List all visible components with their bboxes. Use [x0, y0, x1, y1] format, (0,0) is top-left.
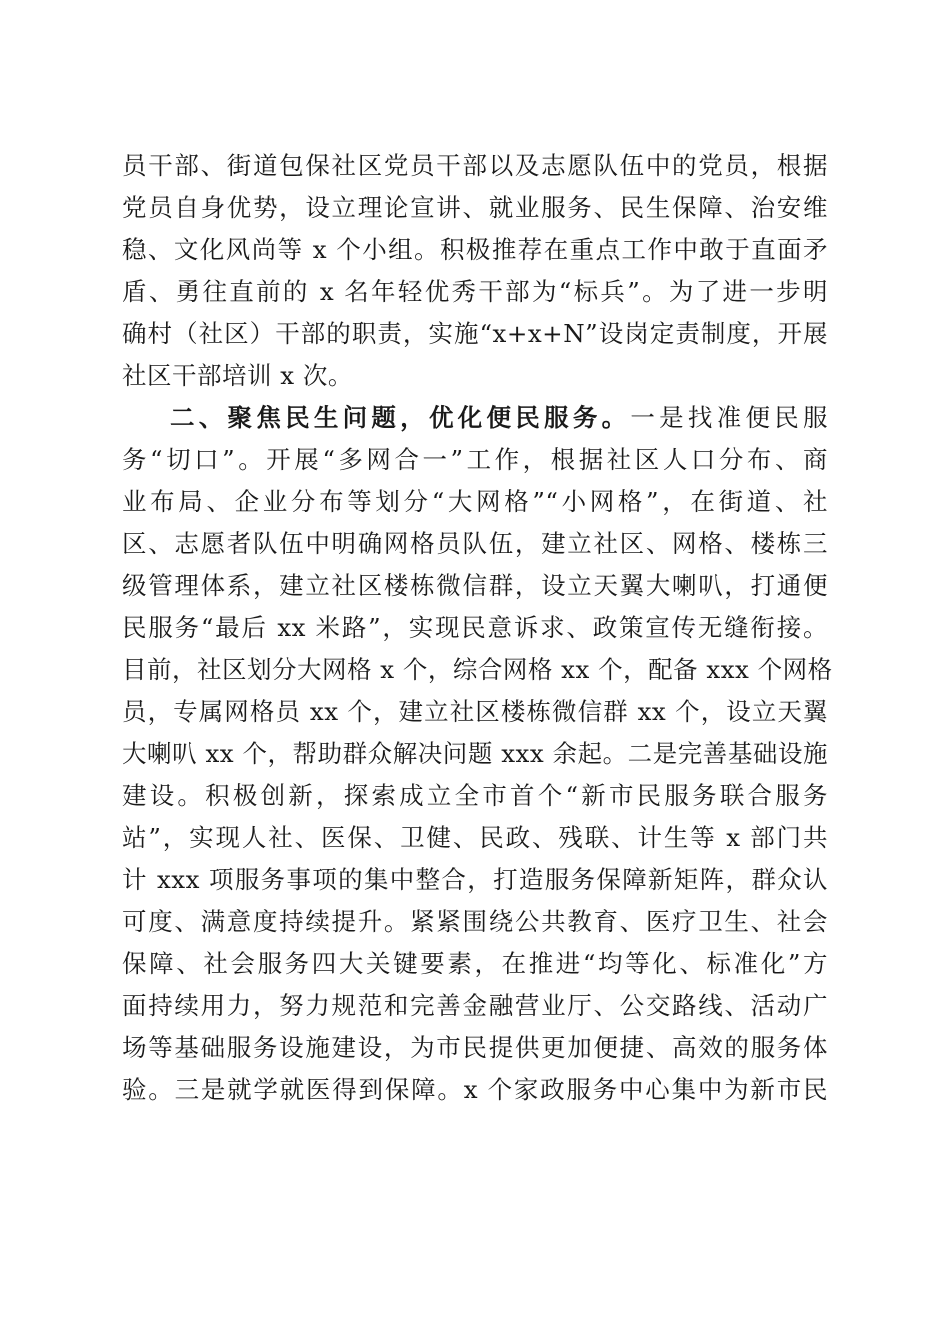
text-line: 社区干部培训 x 次。 [122, 361, 353, 390]
text-line: 员干部、街道包保社区党员干部以及志愿队伍中的党员，根据 [122, 151, 828, 180]
text-line: 面持续用力，努力规范和完善金融营业厅、公交路线、活动广 [122, 991, 828, 1020]
text-line: 务“切口”。开展“多网合一”工作，根据社区人口分布、商 [122, 445, 828, 474]
text-line: 建设。积极创新，探索成立全市首个“新市民服务联合服务 [122, 781, 828, 810]
text-line: 员，专属网格员 xx 个，建立社区楼栋微信群 xx 个，设立天翼 [122, 697, 828, 726]
text-line: 验。三是就学就医得到保障。x 个家政服务中心集中为新市民 [122, 1075, 828, 1104]
text-line: 盾、勇往直前的 x 名年轻优秀干部为“标兵”。为了进一步明 [122, 277, 828, 306]
text-line: 场等基础服务设施建设，为市民提供更加便捷、高效的服务体 [122, 1033, 828, 1062]
text-line: 稳、文化风尚等 x 个小组。积极推荐在重点工作中敢于直面矛 [122, 235, 828, 264]
text-line: 党员自身优势，设立理论宣讲、就业服务、民生保障、治安维 [122, 193, 828, 222]
text-line: 业布局、企业分布等划分“大网格”“小网格”，在街道、社 [122, 487, 828, 516]
text-line: 目前，社区划分大网格 x 个，综合网格 xx 个，配备 xxx 个网格 [122, 655, 833, 684]
paragraph-1 [122, 145, 828, 397]
text-line: 计 xxx 项服务事项的集中整合，打造服务保障新矩阵，群众认 [122, 865, 828, 894]
text-line: 站”，实现人社、医保、卫健、民政、残联、计生等 x 部门共 [122, 823, 828, 852]
text-line: 可度、满意度持续提升。紧紧围绕公共教育、医疗卫生、社会 [122, 907, 828, 936]
text-line: 民服务“最后 xx 米路”，实现民意诉求、政策宣传无缝衔接。 [122, 613, 828, 642]
text-line: 区、志愿者队伍中明确网格员队伍，建立社区、网格、楼栋三 [122, 529, 828, 558]
paragraph-2-first-line [122, 397, 828, 439]
text-line: 确村（社区）干部的职责，实施“x+x+N”设岗定责制度，开展 [122, 319, 828, 348]
text-span: 一是找准便民服 [630, 403, 829, 432]
body-text [122, 145, 833, 1111]
paragraph-2 [122, 397, 833, 1111]
text-line: 保障、社会服务四大关键要素，在推进“均等化、标准化”方 [122, 949, 828, 978]
text-line: 大喇叭 xx 个，帮助群众解决问题 xxx 余起。二是完善基础设施 [122, 739, 828, 768]
text-line: 级管理体系，建立社区楼栋微信群，设立天翼大喇叭，打通便 [122, 571, 828, 600]
section-heading: 二、聚焦民生问题，优化便民服务。 [170, 403, 631, 432]
